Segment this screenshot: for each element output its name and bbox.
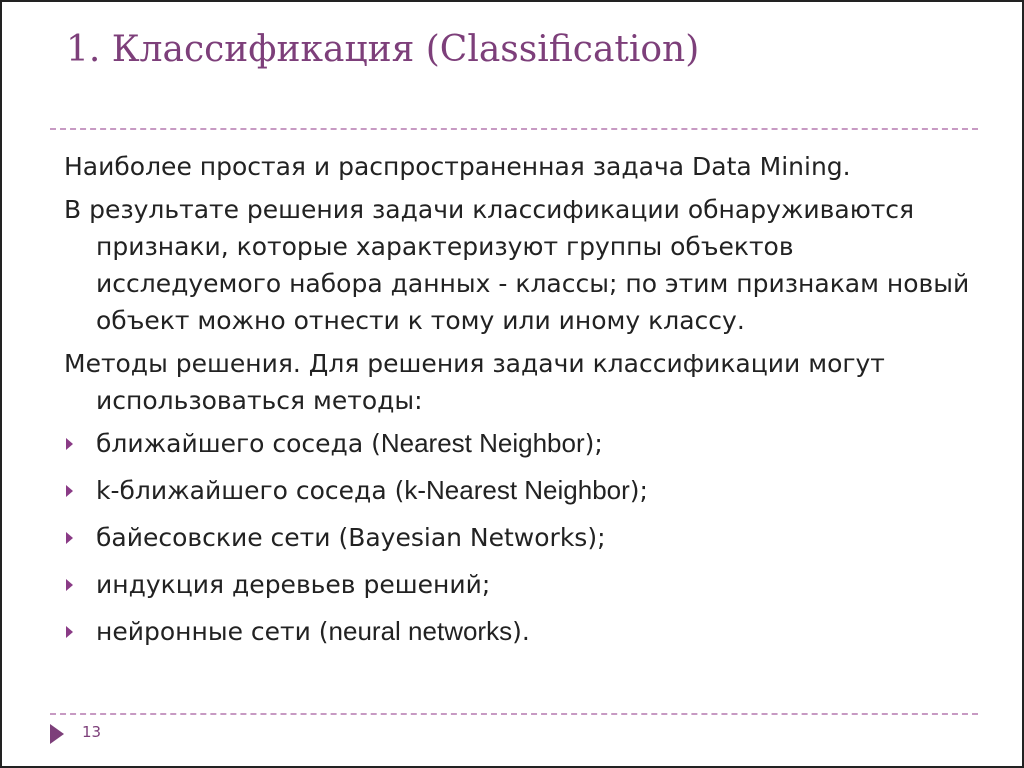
item-text: нейронные сети ( <box>96 617 329 646</box>
item-text: байесовские сети (Bayesian Networks); <box>96 523 606 552</box>
list-item <box>64 519 984 556</box>
paragraph: Наиболее простая и распространенная задача Data Mining. <box>64 152 851 181</box>
triangle-right-icon <box>66 532 73 544</box>
footer-divider <box>50 713 978 715</box>
list-item <box>64 566 984 603</box>
item-text: индукция деревьев решений; <box>96 570 491 599</box>
item-term: neural networks <box>328 616 513 646</box>
triangle-right-icon <box>66 485 73 497</box>
list-item <box>64 613 984 650</box>
triangle-right-icon <box>66 438 73 450</box>
paragraph: В результате решения задачи классификации обнаруживаются признаки, которые характеризуют группы объектов исследуемого набора данных - классы; по этим признакам новый объект можно отнести к тому или иному классу. <box>64 195 970 335</box>
slide-body <box>64 148 984 660</box>
page-number: 13 <box>82 723 102 741</box>
triangle-right-icon <box>50 724 64 744</box>
paragraph: Методы решения. Для решения задачи классификации могут использоваться методы: <box>64 349 885 415</box>
triangle-right-icon <box>66 626 73 638</box>
item-term: Nearest Neighbor <box>380 428 585 458</box>
item-text: ближайшего соседа ( <box>96 429 381 458</box>
slide-title: 1. Классификация (Classification) <box>66 29 700 70</box>
triangle-right-icon <box>66 579 73 591</box>
item-text-end: ); <box>584 429 603 458</box>
item-text: k-ближайшего соседа ( <box>96 476 405 505</box>
list-item <box>64 472 984 509</box>
item-term: k-Nearest Neighbor <box>404 475 630 505</box>
title-divider <box>50 128 978 130</box>
list-item <box>64 425 984 462</box>
item-text-end: ). <box>512 617 530 646</box>
item-text-end: ); <box>629 476 648 505</box>
methods-list <box>64 425 984 650</box>
